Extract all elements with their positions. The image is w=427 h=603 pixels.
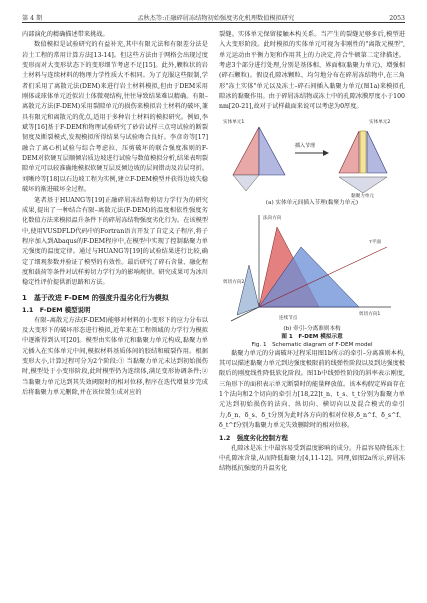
solid-element-shape: [339, 177, 387, 193]
cohesive-element-shape: [360, 131, 366, 173]
cohesive-label: 黏聚力单元: [351, 193, 374, 199]
running-title: 孟秋杰等:正融碎屑冻结物初始强度劣化机理数值模拟研究: [137, 15, 295, 22]
solid-element-shape: [233, 127, 259, 175]
running-header: [22, 8, 405, 22]
shear1-label: 剪切方向1: [359, 311, 381, 317]
paragraph: 裂缝。实体单元保留接触本构关系。当产生的裂缝足够多后,模型进入大变形阶段。此时模拟的实体单元可视为非刚性的"离散元模型",单元运动由平衡力矩和作用其上的力决定,符合牛顿第二定律描述。考虑3个部分进行处理,分别是基体相、界面相(黏聚力单元)、增强相(碎石颗粒)。假设孔隙冰颗粒、均匀地分布在碎屑冻结物中,在三角形"冻土实体"单元以及冻土–碎石间插入黏聚力单元(图1a)来模拟孔隙冰的黏聚作用。由于碎屑冻结物或冻土中的孔隙冰膜厚度小于100 nm[20-21],故对于试样截面来说可以考虑为0厚度。: [219, 31, 405, 111]
normal-direction-label: 法向方向: [263, 215, 282, 221]
solid-element-shape: [367, 131, 387, 173]
left-column: [22, 30, 208, 398]
header-rule: [22, 22, 405, 23]
paragraph: 孔隙冰是冻土中最容易受到温度影响的成分。升温容易降低冻土中孔隙冰含量,从而降低黏聚力[4,11-12]。同理,如图2a所示,碎屑冻结物抵抗强度的升温劣化: [219, 444, 405, 473]
unit1-label: 实体单元1: [223, 119, 245, 125]
paragraph: 有限–离散元方法(F-DEM)能够对材料的小变形下的应力分布以及大变形下的破坏形态进行模拟,近年来在工程领域的力学行为模拟中逐渐得到认可[20]。模型由实体单元和黏聚力单元构成,黏聚力单元插入在实体单元中间,模拟材料基质体间的胶结和破裂作用。根据变形大小,计算过程可分为2个阶段:① 当黏聚力单元未达到初始损伤时,模型处于小变形阶段,此时模型仍为连续体,满足变形协调条件;② 当黏聚力单元达到其失效阈限时的相对位移,程序在迭代增量步完成后将黏聚力单元删除,并在该位置生成对应的: [22, 316, 208, 396]
issue-number: 第 4 期: [22, 15, 43, 22]
subsection-heading: 1.1 F-DEM 模型说明: [22, 305, 91, 314]
figure-1-caption-en: Fig. 1 Schematic diagram of F-DEM model: [251, 341, 373, 348]
traction-triangle-shear2: [237, 265, 259, 315]
figure-1a-diagram: [219, 113, 405, 199]
figure-1b-diagram: [219, 207, 405, 325]
shear2-label: 剪切方向2: [223, 279, 245, 285]
paragraph: 笔者基于HUANG等[19]正融碎屑冻结物剪切力学行为的研究成果,提出了一种结合有限–离散元法(F-DEM)的温度相依性强度劣化数值方法来模拟温升条件下的碎屑冻结物强度劣化行为。在该模型中,使用VUSDFLD代码中的Fortran语言开发了自定义子程序,将子程序加入到Abaqus的F-DEM程序中,在模型中实现了控制黏聚力单元强度的温度定律。通过与HUANG等[19]的试验结果进行比较,确定了细观参数并验证了模型的有效性。最后研究了碎石含量、融化程度和载荷等条件对试样剪切力学行为的影响规律。研究成果可为冰川稳定性评价提供新思路和方法。: [22, 196, 208, 287]
insert-joint-label: 插入节理: [295, 142, 316, 149]
figure-1-caption-cn: 图 1 F-DEM 模拟示意: [281, 333, 343, 340]
figure-1a-caption: (a) 实体单元间插入节理(黏聚力单元): [265, 199, 359, 206]
solid-element-shape: [233, 175, 259, 191]
arrow-head-icon: [323, 150, 329, 156]
paragraph: 数值模拟是试验研究的有益补充,其中有限元法和有限差分法是岩土工程的常用计算方法[13-14]。但这些方法由于网格会出现过度变形而对大变形状态下的变形细节考虑不足[15]。此外,颗粒状的岩土材料与连续材料的物理力学性质大不相同。为了克服这些限制,学者们采用了离散元法(DEM)来进行岩土材料模拟,但由于DEM采用刚体或球体单元近似岩土体微观结构,往往导致结果难以精确。有限–离散元方法(F-DEM)采用裂隙单元的损伤来模拟岩土材料的破坏,兼具有限元和离散元的优点,适用于多种岩土材料的模拟研究。例如,李斌等[16]基于F-DEM和物理试验研究了砂岩试样三点弯试验的断裂韧度及断裂模式,发现模拟所得结果与试验吻合良好。李彦奇等[17]融合了离心机试验与综合考虑拉、压剪破坏的联合强度准则的F-DEM对软硬互层顺倾岩质边坡进行试验与数值模拟分析,结果表明裂隙单元可以较准确地模拟软硬互层反倾边坡的层间错动及岩层弯折。刘晰玲等[18]以石边坡工程为实例,建立F-DEM模型并获得边坡失稳破坏的渐进破坏全过程。: [22, 41, 208, 194]
paragraph: 黏聚力单元的分离破坏过程采用图1b所示的牵引–分离准则本构,其可以描述黏聚力单元到达强度极限前的线弹性阶段以及到达强度极限后的刚度线性降低软化阶段。图1b中线弹性阶段的斜率表示刚度,三角形下的面积表示单元断裂时的能量释放值。该本构假定界面存在1个法向和2个切向的牵引力[18,22]t_n、t_s、t_t分别为黏聚力单元达到初始损伤的法向、纵切向、横切向以及混合模式的牵引力,δ_n、δ_s、δ_t分别为此时各方向的相对位移,δ_n^f、δ_s^f、δ_t^f分别为黏聚力单元失效删除时的相对位移。: [219, 349, 405, 430]
figure-1: [219, 113, 405, 349]
right-column: [219, 30, 405, 475]
solid-element-shape: [259, 127, 285, 175]
plane-label: τ平面: [369, 239, 381, 245]
subsection-heading: 1.2 强度劣化控制方程: [219, 433, 288, 442]
page-number: 2053: [389, 15, 405, 22]
solid-element-shape: [339, 131, 359, 173]
figure-1b-caption: (b) 牵引–分离准则本构: [283, 325, 341, 332]
unit2-label: 实体单元2: [369, 119, 391, 125]
section-heading: 1 基于改进 F-DEM 的强度升温劣化行为模拟: [22, 293, 169, 302]
node-label: 连续节点: [279, 315, 298, 321]
paragraph: 内部演化的精确描述带来挑战。: [22, 31, 109, 38]
